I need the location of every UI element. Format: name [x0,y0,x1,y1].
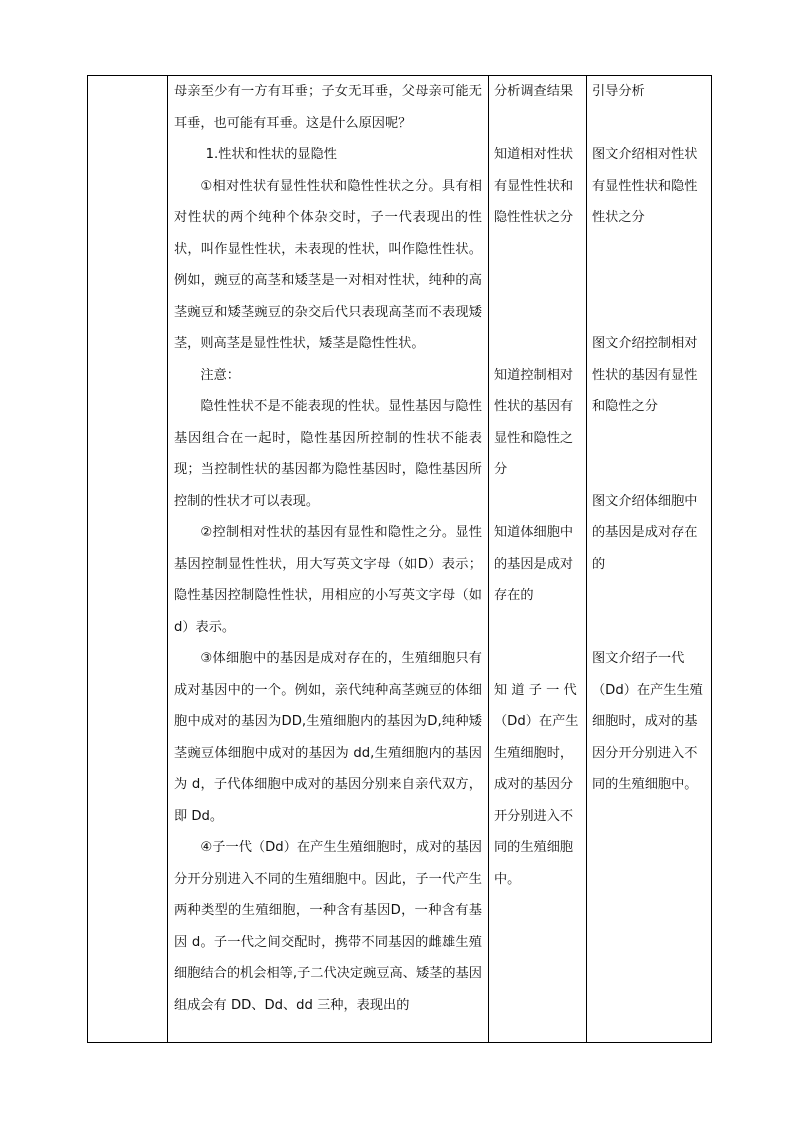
analysis-header: 分析调查结果 [494,84,574,99]
lesson-plan-table [87,75,712,1043]
analysis-item-2: 知道控制相对性状的基因有显性和隐性之分 [494,367,574,477]
paragraph-1: ①相对性状有显性性状和隐性性状之分。具有相对性状的两个纯种个体杂交时，子一代表现出的性状，叫作显性性状，未表现的性状，叫作隐性性状。例如，豌豆的高茎和矮茎是一对相对性状，纯种的高茎豌豆和矮茎豌豆的杂交后代只表现高茎而不表现矮茎，则高茎是显性性状，矮茎是隐性性状。 [174,178,482,351]
note-paragraph: 隐性性状不是不能表现的性状。显性基因与隐性基因组合在一起时，隐性基因所控制的性状不能表现；当控制性状的基因都为隐性基因时，隐性基因所控制的性状才可以表现。 [174,399,482,509]
guide-item-3: 图文介绍体细胞中的基因是成对存在的 [592,493,698,572]
note-label: 注意： [200,367,240,383]
teacher-guidance-cell [587,76,712,1043]
guide-header: 引导分析 [592,84,645,99]
table-row [88,76,712,1043]
guide-item-4: 图文介绍子一代（Dd）在产生生殖细胞时，成对的基因分开分别进入不同的生殖细胞中。 [592,651,703,792]
intro-paragraph: 母亲至少有一方有耳垂；子女无耳垂，父母亲可能无耳垂，也可能有耳垂。这是什么原因呢？ [174,84,482,131]
paragraph-2: ②控制相对性状的基因有显性和隐性之分。显性基因控制显性性状，用大写英文字母（如D）表示；隐性基因控制隐性性状，用相应的小写英文字母（如 d）表示。 [174,525,482,635]
analysis-item-1: 知道相对性状有显性性状和隐性性状之分 [494,147,574,225]
guide-item-1: 图文介绍相对性状有显性性状和隐性性状之分 [592,147,698,225]
blank-column-cell [88,76,168,1043]
guide-item-2: 图文介绍控制相对性状的基因有显性和隐性之分 [592,336,698,414]
analysis-item-3: 知道体细胞中的基因是成对存在的 [494,525,574,603]
section-title: 1.性状和性状的显隐性 [205,147,337,162]
analysis-item-4: 知 道 子 一 代（Dd）在产生生殖细胞时，成对的基因分开分别进入不同的生殖细胞中。 [494,682,579,887]
teaching-content-cell [168,76,489,1043]
student-activity-cell [489,76,587,1043]
paragraph-3: ③体细胞中的基因是成对存在的，生殖细胞只有成对基因中的一个。例如，亲代纯种高茎豌豆的体细胞中成对的基因为DD,生殖细胞内的基因为D,纯种矮茎豌豆体细胞中成对的基因为 dd,生殖细胞内的基因为 d，子代体细胞中成对的基因分别来自亲代双方，即 Dd。 [174,651,482,824]
paragraph-4: ④子一代（Dd）在产生生殖细胞时，成对的基因分开分别进入不同的生殖细胞中。因此，子一代产生两种类型的生殖细胞，一种含有基因D，一种含有基因 d。子一代之间交配时，携带不同基因的雌雄生殖细胞结合的机会相等,子二代决定豌豆高、矮茎的基因组成会有 DD、Dd、dd 三种，表现出的 [174,840,482,1013]
